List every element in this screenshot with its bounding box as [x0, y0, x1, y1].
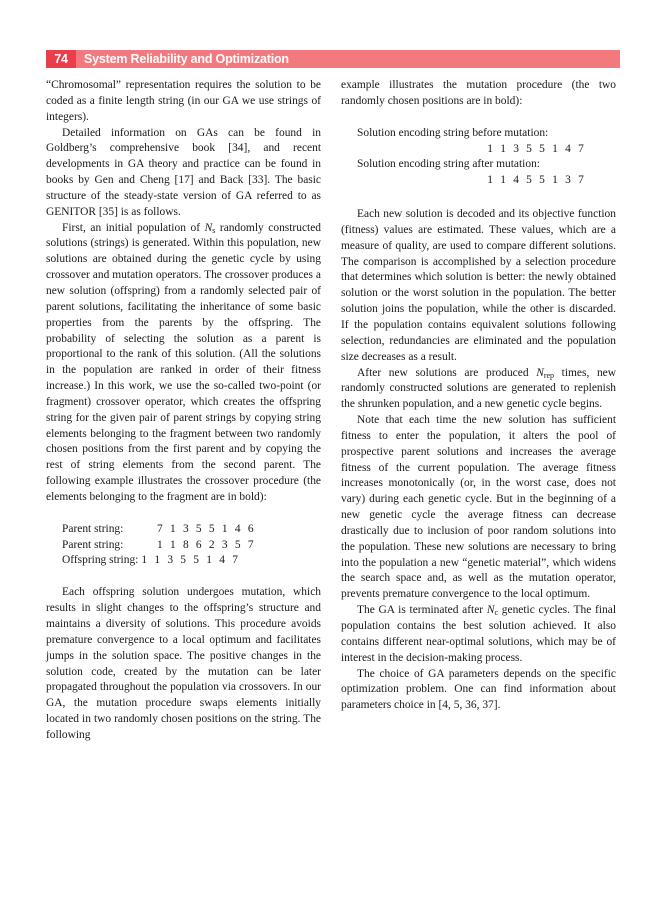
page-number: 74 [46, 50, 76, 68]
paragraph: The GA is terminated after $N_c$ genetic cycles. The final population contains the best solution achieved. It also contains different near-optimal solutions, which may be of interest in the decision-making process. [341, 604, 616, 664]
paragraph: After new solutions are produced $N_{rep}$ times, new randomly constructed solutions are generated to replenish the shrunken population, and a new genetic cycle begins. [341, 366, 617, 411]
paragraph: Note that each time the new solution has sufficient fitness to enter the population, it alters the pool of prospective parent solutions and increases the average fitness of the current population. The average fitness increases monotonically (or, in the worst case, does not vary) during each genetic cycle. But in the beginning of a new genetic cycle the average fitness can decrease drastically due to inclusion of poor random solutions into the population. These new solutions are necessary to bring into the population a new “genetic material”, which widens the search space and, as well as the mutation operator, prevents premature convergence to the local optimum. [341, 414, 616, 601]
mutation-after-value: 1 1 4 5 5 1 3 7 [487, 174, 586, 187]
right-column [341, 78, 616, 714]
example-value: 1 1 8 6 2 3 5 7 [157, 538, 256, 551]
paragraph: First, an initial population of $N_s$ randomly constructed solutions (strings) is generated. Within this population, new solutions are obtained during the genetic cycle by using crossover and mutation operators. The crossover produces a new solution (offspring) from a randomly selected pair of parent solutions, facilitating the inheritance of some basic properties from the parents by the offspring. The probability of selecting the solution as a parent is proportional to the rank of this solution. (All the solutions in the population are ranked in order of their fitness increase.) In this work, we use the so-called two-point (or fragment) crossover operator, which creates the offspring string for the given pair of parent strings by copying string elements belonging to the fragment between two randomly chosen positions from the first parent and by copying the rest of string elements from the second parent. The following example illustrates the crossover procedure (the elements belonging to the fragment are in bold): [46, 221, 321, 503]
example-value: 7 1 3 5 5 1 4 6 [157, 522, 256, 535]
example-row [62, 522, 321, 538]
mutation-example [341, 126, 616, 189]
example-row [62, 553, 321, 569]
crossover-example [46, 522, 321, 570]
paragraph: example illustrates the mutation procedure (the two randomly chosen positions are in bold): [341, 79, 616, 107]
mutation-before-value: 1 1 3 5 5 1 4 7 [487, 142, 586, 155]
example-row [62, 538, 321, 554]
example-label: Offspring string: [62, 554, 139, 567]
left-column [46, 78, 321, 744]
example-label: Parent string: [62, 538, 124, 551]
running-header [46, 50, 620, 68]
paragraph: The choice of GA parameters depends on the specific optimization problem. One can find information about parameters choice in [4, 5, 36, 37]. [341, 667, 616, 712]
example-value: 1 1 3 5 5 1 4 7 [141, 554, 241, 567]
paragraph: Each offspring solution undergoes mutation, which results in slight changes to the offspring’s structure and maintains a diversity of solutions. This procedure avoids premature convergence to a local optimum and facilitates jumps in the solution space. The positive changes in the solution code, created by the mutation can be later propagated throughout the population via crossovers. In our GA, the mutation procedure swaps elements initially located in two randomly chosen positions on the string. The following [46, 586, 321, 741]
running-title: System Reliability and Optimization [84, 52, 289, 66]
paragraph: Detailed information on GAs can be found in Goldberg’s comprehensive book [34], and recent developments in GA theory and practice can be found in books by Gen and Cheng [17] and Back [33]. The basic structure of the steady-state version of GA referred to as GENITOR [35] is as follows. [46, 126, 321, 218]
example-label: Parent string: [62, 522, 124, 535]
paragraph: Each new solution is decoded and its objective function (fitness) values are estimated. These values, which are a measure of quality, are used to compare different solutions. The comparison is accomplished by a selection procedure that determines which solution is better: the newly obtained solution or the worst solution in the population. The better solution joins the population, while the other is discarded. If the population contains equivalent solutions following selection, redundancies are eliminated and the population size decreases as a result. [341, 208, 616, 363]
paragraph: “Chromosomal” representation requires the solution to be coded as a finite length string (in our GA we use strings of integers). [46, 79, 321, 123]
mutation-after-label: Solution encoding string after mutation: [357, 158, 540, 171]
mutation-before-label: Solution encoding string before mutation: [357, 126, 549, 139]
